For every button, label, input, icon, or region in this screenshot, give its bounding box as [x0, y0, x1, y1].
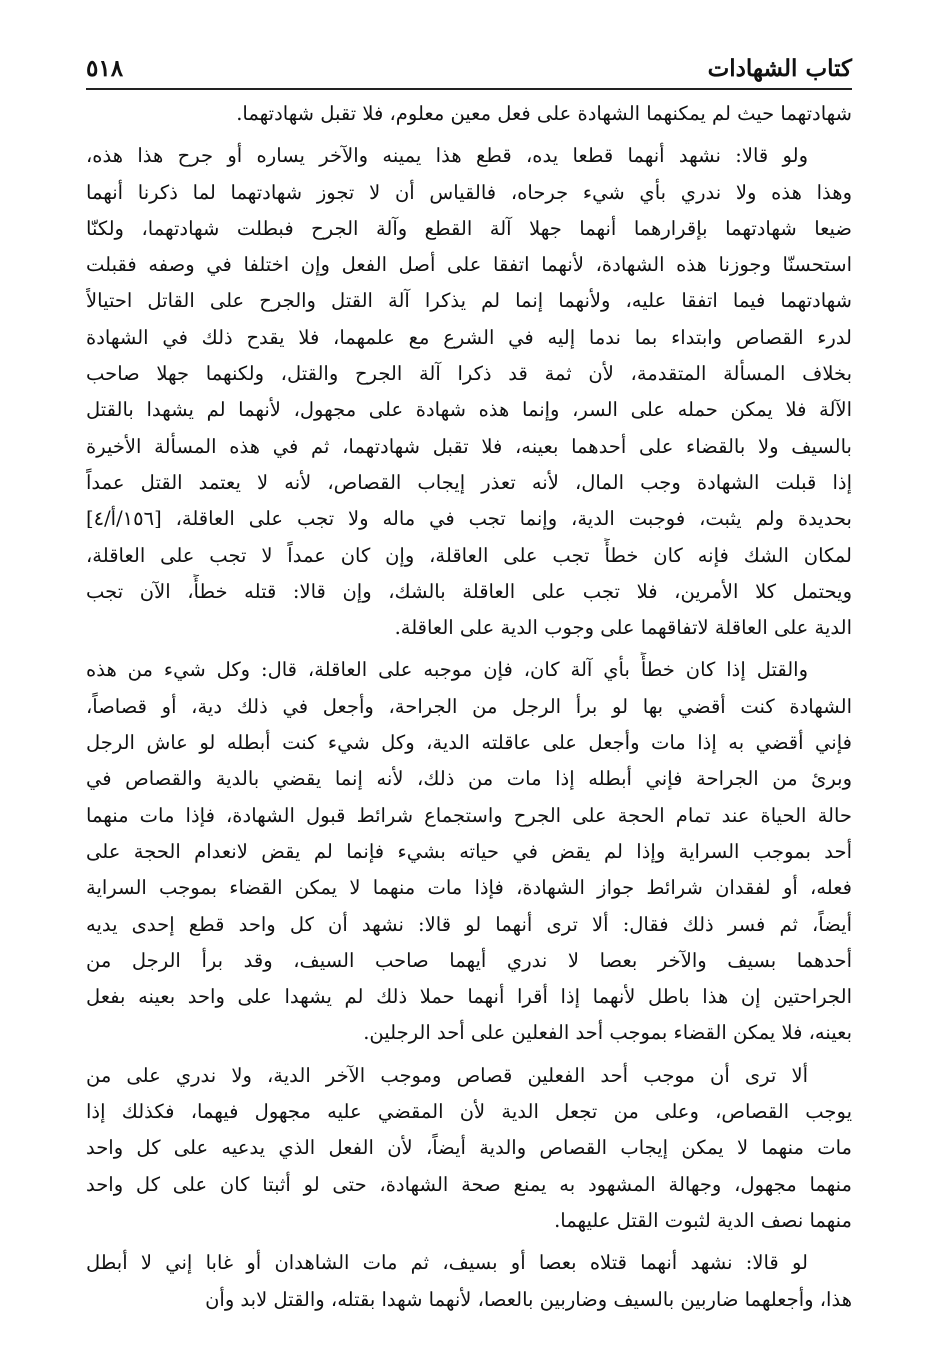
paragraph [86, 138, 852, 646]
text-line: الآلة فلا يمكن حمله على السر، وإنما هذه شهادة على مجهول، لأنهما لم يشهدا بالقتل [86, 398, 852, 422]
page-number: ٥١٨ [86, 55, 124, 82]
text-line: حالة الحياة عند تمام الحجة على الجرح واستجماع شرائط قبول الشهادة، فإذا مات منهما [86, 803, 852, 827]
text-line: استحسنّا وجوزنا هذه الشهادة، لأنهما اتفقا على أصل الفعل وإن اختلفا في وصفه فقبلت [86, 253, 852, 277]
text-line: مات منهما لا يمكن إيجاب القصاص والدية أيضاً، لأن الفعل الذي يدعيه على كل واحد [86, 1136, 852, 1160]
text-line: لو قالا: نشهد أنهما قتلاه بعصا أو بسيف، ثم مات الشاهدان أو غابا إني لا أبطل [86, 1251, 809, 1275]
text-line: منهما نصف الدية لثبوت القتل عليهما. [554, 1208, 852, 1232]
text-line: ألا ترى أن موجب أحد الفعلين قصاص وموجب الآخر الدية، ولا ندري على من [86, 1063, 808, 1087]
text-line: بخلاف المسألة المتقدمة، لأن ثمة قد ذكرا آلة الجرح والقتل، ولكنهما جهلا صاحب [86, 362, 852, 386]
text-line: بالسيف ولا بالقضاء على أحدهما بعينه، فلا تقبل شهادتهما، ثم في هذه المسألة الأخيرة [86, 434, 852, 458]
text-line: إذا قبلت الشهادة وجب المال، لأنه تعذر إيجاب القصاص، لأنه لا يعتمد القتل عمداً [86, 470, 852, 494]
text-line: لمكان الشك فإنه كان خطأً تجب على العاقلة، وإن كان عمداً لا تجب على العاقلة، [86, 543, 852, 567]
text-line: شهادتهما حيث لم يمكنهما الشهادة على فعل معين معلوم، فلا تقبل شهادتهما. [236, 102, 852, 125]
text-line: لدرء القصاص وابتداء بما ندما إليه في الشرع مع علمهما، فلا يقدح ذلك في الشهادة [86, 325, 852, 349]
paragraph [86, 96, 852, 132]
text-line: منهما مجهول، وجهالة المشهود به يمنع صحة الشهادة، حتى لو أثبتا كان على كل واحد [86, 1172, 852, 1196]
text-line: وبرئ من الجراحة فإني أبطله إذا مات من ذلك، لأنه إنما يقضي بالدية والقصاص في [86, 767, 852, 791]
text-line: الدية على العاقلة لاتفاقهما على وجوب الدية على العاقلة. [394, 616, 852, 640]
paragraph [86, 1245, 852, 1318]
text-line: بعينه، فلا يمكن القضاء بموجب أحد الفعلين على أحد الرجلين. [363, 1021, 852, 1045]
running-title: كتاب الشهادات [707, 55, 852, 82]
text-line: أحد بموجب السراية وإذا لم يقض في حياته بشيء فإنما لم يقض لانعدام الحجة على [86, 839, 852, 863]
text-line: يوجب القصاص، وعلى من تجعل الدية لأن المقضي عليه مجهول فيهما، فكذلك إذا [86, 1100, 852, 1124]
text-line: ولو قالا: نشهد أنهما قطعا يده، قطع هذا يمينه والآخر يساره أو جرح هذا هذه، [86, 144, 808, 168]
paragraph [86, 652, 852, 1051]
page-header [86, 38, 852, 90]
text-line: فإني أقضي به إذا مات وأجعل على عاقلته الدية، وكل شيء كنت أبطله لو عاش الرجل [86, 731, 852, 755]
page-body [86, 96, 852, 1324]
paragraph [86, 1058, 852, 1239]
text-line: شهادتهما فيما اتفقا عليه، ولأنهما إنما لم يذكرا آلة القتل والجرح على القاتل احتيالاً [86, 289, 852, 313]
text-line: وهذا هذه ولا ندري بأي شيء جرحاه، فالقياس أن لا تجوز شهادتهما لما ذكرنا أنهما [86, 180, 852, 204]
text-line: أيضاً، ثم فسر ذلك فقال: ألا ترى أنهما لو قالا: نشهد أن كل واحد قطع إحدى يديه [86, 912, 852, 936]
text-line: ويحتمل كلا الأمرين، فلا تجب على العاقلة بالشك، وإن قالا: قتله خطأً، الآن تجب [86, 579, 852, 603]
text-line: فعله، أو لفقدان شرائط جواز الشهادة، فإذا مات منهما لا يمكن القضاء بموجب السراية [86, 876, 852, 900]
text-line: أحدهما بسيف والآخر بعصا لا ندري أيهما صاحب السيف، وقد برأ الرجل من [86, 948, 852, 972]
text-line: ضيعا شهادتهما بإقرارهما أنهما جهلا آلة القطع وآلة الجرح فبطلت شهادتهما، ولكنّا [86, 216, 852, 240]
text-line: الجراحتين إن هذا باطل لأنهما إذا أقرا أنهما حملا ذلك لم يشهدا على واحد بعينه بفعل [86, 985, 852, 1009]
text-line: والقتل إذا كان خطأً بأي آلة كان، فإن موجبه على العاقلة، قال: وكل شيء من هذه [86, 658, 808, 682]
text-line: بحديدة ولم يثبت، فوجبت الدية، وإنما تجب في ماله ولا تجب على العاقلة، [١٥٦/أ/٤] [86, 507, 852, 531]
text-line: الشهادة كنت أقضي بها لو برأ الرجل من الجراحة، وأجعل في ذلك دية، أو قصاصاً، [86, 694, 852, 718]
text-line: هذا، وأجعلهما ضاربين بالسيف وضاربين بالعصا، لأنهما شهدا بقتله، والقتل لابد وأن [205, 1287, 852, 1311]
